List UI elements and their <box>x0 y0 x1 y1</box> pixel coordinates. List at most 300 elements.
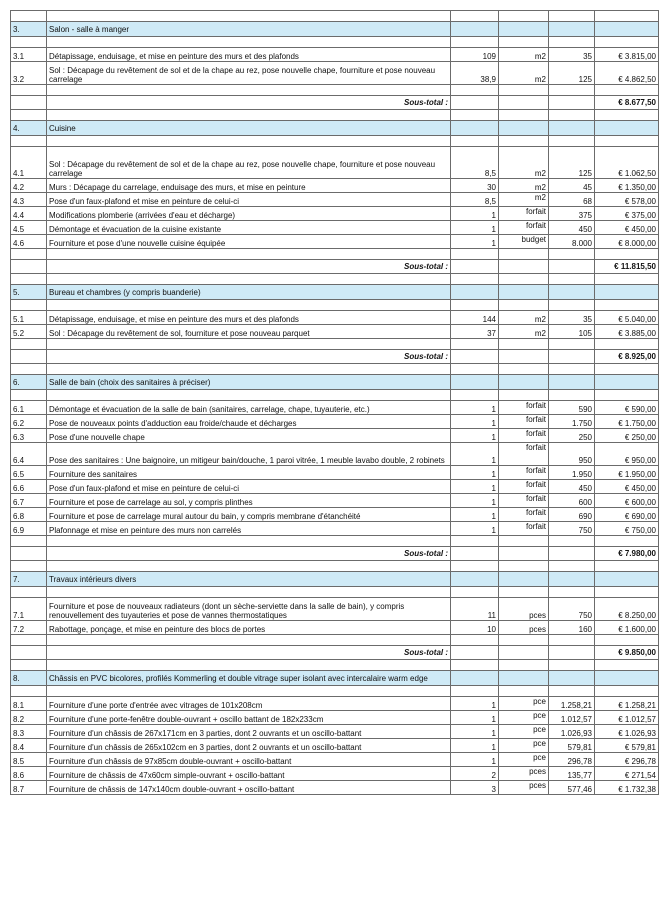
empty-cell <box>499 587 549 598</box>
item-quantity: 1 <box>451 739 499 753</box>
item-unit: budget <box>499 235 549 249</box>
item-number: 6.4 <box>11 443 47 466</box>
empty-cell <box>499 249 549 260</box>
empty-cell <box>451 136 499 147</box>
empty-cell <box>451 85 499 96</box>
item-unit: m2 <box>499 193 549 207</box>
item-description: Fourniture et pose de carrelage au sol, y compris plinthes <box>47 494 451 508</box>
blank-row <box>11 390 659 401</box>
empty-cell <box>549 561 595 572</box>
section-header <box>11 285 659 300</box>
item-description: Fourniture d'une porte-fenêtre double-ouvrant + oscillo battant de 182x233cm <box>47 711 451 725</box>
section-number: 3. <box>11 22 47 37</box>
empty-cell <box>11 587 47 598</box>
item-unit: forfait <box>499 480 549 494</box>
line-item <box>11 480 659 494</box>
blank-row <box>11 300 659 311</box>
item-number: 6.8 <box>11 508 47 522</box>
item-total: € 950,00 <box>595 443 659 466</box>
item-number: 4.5 <box>11 221 47 235</box>
empty-cell <box>451 300 499 311</box>
item-number: 8.3 <box>11 725 47 739</box>
empty-cell <box>499 660 549 671</box>
item-unit: forfait <box>499 443 549 466</box>
subtotal-row <box>11 547 659 561</box>
empty-cell <box>11 646 47 660</box>
item-description: Rabottage, ponçage, et mise en peinture des blocs de portes <box>47 621 451 635</box>
empty-cell <box>499 37 549 48</box>
empty-cell <box>499 96 549 110</box>
line-item <box>11 494 659 508</box>
blank-row <box>11 536 659 547</box>
item-unit-price: 600 <box>549 494 595 508</box>
item-unit: pces <box>499 767 549 781</box>
empty-cell <box>451 37 499 48</box>
empty-cell <box>47 587 451 598</box>
line-item <box>11 325 659 339</box>
item-quantity: 38,9 <box>451 62 499 85</box>
item-description: Pose de nouveaux points d'adduction eau froide/chaude et décharges <box>47 415 451 429</box>
empty-cell <box>595 587 659 598</box>
item-quantity: 109 <box>451 48 499 62</box>
empty-cell <box>451 561 499 572</box>
line-item <box>11 48 659 62</box>
item-unit: pces <box>499 621 549 635</box>
item-total: € 1.012,57 <box>595 711 659 725</box>
item-total: € 600,00 <box>595 494 659 508</box>
line-item <box>11 235 659 249</box>
subtotal-label: Sous-total : <box>47 260 451 274</box>
empty-cell <box>47 300 451 311</box>
section-title: Châssis en PVC bicolores, profilés Kommerling et double vitrage super isolant avec intercalaire warm edge <box>47 671 451 686</box>
item-unit-price: 135,77 <box>549 767 595 781</box>
empty-cell <box>595 249 659 260</box>
item-quantity: 1 <box>451 697 499 711</box>
empty-cell <box>451 375 499 390</box>
item-unit-price: 45 <box>549 179 595 193</box>
line-item <box>11 598 659 621</box>
empty-cell <box>499 350 549 364</box>
line-item <box>11 466 659 480</box>
item-quantity: 11 <box>451 598 499 621</box>
empty-cell <box>549 96 595 110</box>
empty-cell <box>451 635 499 646</box>
item-number: 8.5 <box>11 753 47 767</box>
item-unit: pce <box>499 739 549 753</box>
empty-cell <box>451 11 499 22</box>
blank-row <box>11 660 659 671</box>
item-description: Fourniture d'un châssis de 265x102cm en 3 parties, dont 2 ouvrants et un oscillo-battant <box>47 739 451 753</box>
item-total: € 578,00 <box>595 193 659 207</box>
item-unit-price: 1.012,57 <box>549 711 595 725</box>
item-quantity: 8,5 <box>451 193 499 207</box>
blank-row <box>11 561 659 572</box>
empty-cell <box>549 136 595 147</box>
empty-cell <box>47 686 451 697</box>
item-unit: pces <box>499 781 549 795</box>
item-unit-price: 1.750 <box>549 415 595 429</box>
empty-cell <box>451 110 499 121</box>
empty-cell <box>11 96 47 110</box>
item-total: € 8.250,00 <box>595 598 659 621</box>
item-unit: forfait <box>499 401 549 415</box>
empty-cell <box>451 274 499 285</box>
item-unit-price: 590 <box>549 401 595 415</box>
empty-cell <box>499 274 549 285</box>
item-unit: forfait <box>499 429 549 443</box>
empty-cell <box>11 390 47 401</box>
item-unit-price: 125 <box>549 147 595 179</box>
item-unit-price: 105 <box>549 325 595 339</box>
item-unit-price: 450 <box>549 480 595 494</box>
item-quantity: 1 <box>451 401 499 415</box>
item-description: Fourniture et pose de carrelage mural autour du bain, y compris membrane d'étanchéité <box>47 508 451 522</box>
item-unit-price: 750 <box>549 522 595 536</box>
item-total: € 296,78 <box>595 753 659 767</box>
line-item <box>11 207 659 221</box>
item-quantity: 1 <box>451 443 499 466</box>
item-unit-price: 35 <box>549 48 595 62</box>
blank-row <box>11 587 659 598</box>
item-quantity: 1 <box>451 235 499 249</box>
empty-cell <box>595 37 659 48</box>
empty-cell <box>47 274 451 285</box>
item-description: Pose d'un faux-plafond et mise en peinture de celui-ci <box>47 480 451 494</box>
empty-cell <box>451 96 499 110</box>
section-header <box>11 671 659 686</box>
item-quantity: 37 <box>451 325 499 339</box>
line-item <box>11 415 659 429</box>
empty-cell <box>595 635 659 646</box>
empty-cell <box>595 285 659 300</box>
item-total: € 450,00 <box>595 221 659 235</box>
subtotal-label: Sous-total : <box>47 350 451 364</box>
empty-cell <box>451 22 499 37</box>
item-number: 6.2 <box>11 415 47 429</box>
item-description: Fourniture de châssis de 147x140cm double-ouvrant + oscillo-battant <box>47 781 451 795</box>
empty-cell <box>499 536 549 547</box>
item-unit-price: 296,78 <box>549 753 595 767</box>
subtotal-value: € 11.815,50 <box>595 260 659 274</box>
item-quantity: 1 <box>451 480 499 494</box>
item-unit: pce <box>499 711 549 725</box>
section-number: 6. <box>11 375 47 390</box>
empty-cell <box>11 274 47 285</box>
item-unit: m2 <box>499 325 549 339</box>
item-quantity: 3 <box>451 781 499 795</box>
empty-cell <box>451 660 499 671</box>
empty-cell <box>47 536 451 547</box>
empty-cell <box>499 364 549 375</box>
item-unit-price: 160 <box>549 621 595 635</box>
item-description: Plafonnage et mise en peinture des murs non carrelés <box>47 522 451 536</box>
item-total: € 1.600,00 <box>595 621 659 635</box>
empty-cell <box>595 536 659 547</box>
empty-cell <box>451 350 499 364</box>
empty-cell <box>595 572 659 587</box>
item-unit: pce <box>499 753 549 767</box>
line-item <box>11 621 659 635</box>
item-description: Fourniture et pose d'une nouvelle cuisine équipée <box>47 235 451 249</box>
item-unit: pce <box>499 725 549 739</box>
empty-cell <box>549 547 595 561</box>
item-total: € 1.350,00 <box>595 179 659 193</box>
empty-cell <box>549 85 595 96</box>
empty-cell <box>499 572 549 587</box>
line-item <box>11 179 659 193</box>
subtotal-label: Sous-total : <box>47 547 451 561</box>
item-description: Fourniture des sanitaires <box>47 466 451 480</box>
blank-row <box>11 85 659 96</box>
empty-cell <box>11 11 47 22</box>
empty-cell <box>549 110 595 121</box>
item-description: Murs : Décapage du carrelage, enduisage des murs, et mise en peinture <box>47 179 451 193</box>
line-item <box>11 753 659 767</box>
empty-cell <box>499 300 549 311</box>
item-number: 7.1 <box>11 598 47 621</box>
empty-cell <box>451 587 499 598</box>
empty-cell <box>47 136 451 147</box>
subtotal-row <box>11 350 659 364</box>
empty-cell <box>451 671 499 686</box>
item-unit-price: 1.950 <box>549 466 595 480</box>
item-unit-price: 35 <box>549 311 595 325</box>
item-number: 3.2 <box>11 62 47 85</box>
empty-cell <box>595 671 659 686</box>
empty-cell <box>451 547 499 561</box>
item-number: 4.1 <box>11 147 47 179</box>
item-number: 3.1 <box>11 48 47 62</box>
empty-cell <box>47 110 451 121</box>
item-total: € 450,00 <box>595 480 659 494</box>
item-number: 6.1 <box>11 401 47 415</box>
empty-cell <box>499 635 549 646</box>
section-header <box>11 22 659 37</box>
empty-cell <box>47 85 451 96</box>
item-unit: forfait <box>499 494 549 508</box>
empty-cell <box>11 85 47 96</box>
line-item <box>11 147 659 179</box>
item-number: 6.5 <box>11 466 47 480</box>
empty-cell <box>549 587 595 598</box>
item-quantity: 30 <box>451 179 499 193</box>
empty-cell <box>549 350 595 364</box>
subtotal-row <box>11 646 659 660</box>
item-unit-price: 579,81 <box>549 739 595 753</box>
line-item <box>11 193 659 207</box>
empty-cell <box>11 561 47 572</box>
item-description: Pose d'un faux-plafond et mise en peinture de celui-ci <box>47 193 451 207</box>
item-description: Fourniture et pose de nouveaux radiateurs (dont un sèche-serviette dans la salle de bain), y compris renouvellement des tuyauteries et pose de vannes thermostatiques <box>47 598 451 621</box>
item-unit-price: 1.258,21 <box>549 697 595 711</box>
empty-cell <box>11 260 47 274</box>
empty-cell <box>451 260 499 274</box>
section-title: Travaux intérieurs divers <box>47 572 451 587</box>
empty-cell <box>47 339 451 350</box>
line-item <box>11 221 659 235</box>
empty-cell <box>549 37 595 48</box>
section-title: Bureau et chambres (y compris buanderie) <box>47 285 451 300</box>
empty-cell <box>549 11 595 22</box>
item-unit-price: 690 <box>549 508 595 522</box>
item-quantity: 1 <box>451 429 499 443</box>
item-total: € 4.862,50 <box>595 62 659 85</box>
blank-row <box>11 339 659 350</box>
item-total: € 5.040,00 <box>595 311 659 325</box>
item-quantity: 1 <box>451 508 499 522</box>
empty-cell <box>451 121 499 136</box>
section-title: Cuisine <box>47 121 451 136</box>
item-unit: forfait <box>499 415 549 429</box>
line-item <box>11 711 659 725</box>
item-description: Détapissage, enduisage, et mise en peinture des murs et des plafonds <box>47 311 451 325</box>
item-unit-price: 1.026,93 <box>549 725 595 739</box>
empty-cell <box>595 561 659 572</box>
item-total: € 375,00 <box>595 207 659 221</box>
item-description: Sol : Décapage du revêtement de sol et de la chape au rez, pose nouvelle chape, fourniture et pose nouveau carrelage <box>47 147 451 179</box>
blank-row <box>11 37 659 48</box>
empty-cell <box>47 390 451 401</box>
subtotal-label: Sous-total : <box>47 96 451 110</box>
empty-cell <box>595 274 659 285</box>
empty-cell <box>499 121 549 136</box>
empty-cell <box>11 635 47 646</box>
empty-cell <box>549 646 595 660</box>
empty-cell <box>549 339 595 350</box>
section-title: Salle de bain (choix des sanitaires à préciser) <box>47 375 451 390</box>
item-unit-price: 8.000 <box>549 235 595 249</box>
subtotal-value: € 8.677,50 <box>595 96 659 110</box>
item-quantity: 1 <box>451 725 499 739</box>
empty-cell <box>11 660 47 671</box>
empty-cell <box>595 136 659 147</box>
item-number: 8.4 <box>11 739 47 753</box>
item-quantity: 2 <box>451 767 499 781</box>
line-item <box>11 739 659 753</box>
item-description: Pose d'une nouvelle chape <box>47 429 451 443</box>
section-number: 5. <box>11 285 47 300</box>
empty-cell <box>451 646 499 660</box>
item-total: € 1.026,93 <box>595 725 659 739</box>
empty-cell <box>47 249 451 260</box>
empty-cell <box>549 22 595 37</box>
quote-table <box>10 10 659 795</box>
item-total: € 1.950,00 <box>595 466 659 480</box>
item-total: € 271,54 <box>595 767 659 781</box>
empty-cell <box>451 390 499 401</box>
empty-cell <box>549 635 595 646</box>
empty-cell <box>549 300 595 311</box>
subtotal-row <box>11 96 659 110</box>
item-description: Fourniture de châssis de 47x60cm simple-ouvrant + oscillo-battant <box>47 767 451 781</box>
item-number: 5.1 <box>11 311 47 325</box>
empty-cell <box>595 85 659 96</box>
line-item <box>11 311 659 325</box>
empty-cell <box>11 249 47 260</box>
line-item <box>11 429 659 443</box>
blank-row <box>11 274 659 285</box>
item-unit: m2 <box>499 179 549 193</box>
item-number: 7.2 <box>11 621 47 635</box>
empty-cell <box>595 300 659 311</box>
item-total: € 3.885,00 <box>595 325 659 339</box>
empty-cell <box>595 339 659 350</box>
item-quantity: 1 <box>451 522 499 536</box>
item-total: € 250,00 <box>595 429 659 443</box>
empty-cell <box>499 11 549 22</box>
item-unit-price: 950 <box>549 443 595 466</box>
item-description: Détapissage, enduisage, et mise en peinture des murs et des plafonds <box>47 48 451 62</box>
empty-cell <box>11 37 47 48</box>
item-total: € 1.062,50 <box>595 147 659 179</box>
empty-cell <box>549 660 595 671</box>
item-quantity: 1 <box>451 494 499 508</box>
empty-cell <box>47 660 451 671</box>
item-description: Modifications plomberie (arrivées d'eau et décharge) <box>47 207 451 221</box>
item-number: 6.7 <box>11 494 47 508</box>
section-header <box>11 121 659 136</box>
section-number: 4. <box>11 121 47 136</box>
empty-cell <box>499 339 549 350</box>
item-total: € 690,00 <box>595 508 659 522</box>
item-unit: m2 <box>499 62 549 85</box>
item-unit: pce <box>499 697 549 711</box>
item-quantity: 10 <box>451 621 499 635</box>
item-quantity: 1 <box>451 753 499 767</box>
empty-cell <box>549 536 595 547</box>
blank-row <box>11 364 659 375</box>
item-total: € 1.750,00 <box>595 415 659 429</box>
item-total: € 579,81 <box>595 739 659 753</box>
item-unit-price: 250 <box>549 429 595 443</box>
item-number: 6.3 <box>11 429 47 443</box>
line-item <box>11 401 659 415</box>
item-number: 4.4 <box>11 207 47 221</box>
item-quantity: 1 <box>451 415 499 429</box>
empty-cell <box>549 686 595 697</box>
item-quantity: 8,5 <box>451 147 499 179</box>
item-description: Pose des sanitaires : Une baignoire, un mitigeur bain/douche, 1 paroi vitrée, 1 meuble lavabo double, 2 robinets <box>47 443 451 466</box>
item-unit-price: 125 <box>549 62 595 85</box>
section-number: 8. <box>11 671 47 686</box>
item-total: € 8.000,00 <box>595 235 659 249</box>
empty-cell <box>595 121 659 136</box>
item-number: 8.7 <box>11 781 47 795</box>
blank-row <box>11 635 659 646</box>
empty-cell <box>451 249 499 260</box>
empty-cell <box>11 547 47 561</box>
empty-cell <box>11 110 47 121</box>
line-item <box>11 62 659 85</box>
item-number: 5.2 <box>11 325 47 339</box>
empty-cell <box>549 375 595 390</box>
item-total: € 1.258,21 <box>595 697 659 711</box>
section-header <box>11 375 659 390</box>
item-description: Sol : Décapage du revêtement de sol et de la chape au rez, pose nouvelle chape, fourniture et pose nouveau carrelage <box>47 62 451 85</box>
item-unit: forfait <box>499 207 549 221</box>
empty-cell <box>549 121 595 136</box>
item-quantity: 1 <box>451 207 499 221</box>
empty-cell <box>549 572 595 587</box>
line-item <box>11 522 659 536</box>
subtotal-value: € 7.980,00 <box>595 547 659 561</box>
line-item <box>11 725 659 739</box>
empty-cell <box>11 686 47 697</box>
subtotal-value: € 9.850,00 <box>595 646 659 660</box>
item-quantity: 1 <box>451 711 499 725</box>
empty-cell <box>451 536 499 547</box>
empty-cell <box>451 339 499 350</box>
